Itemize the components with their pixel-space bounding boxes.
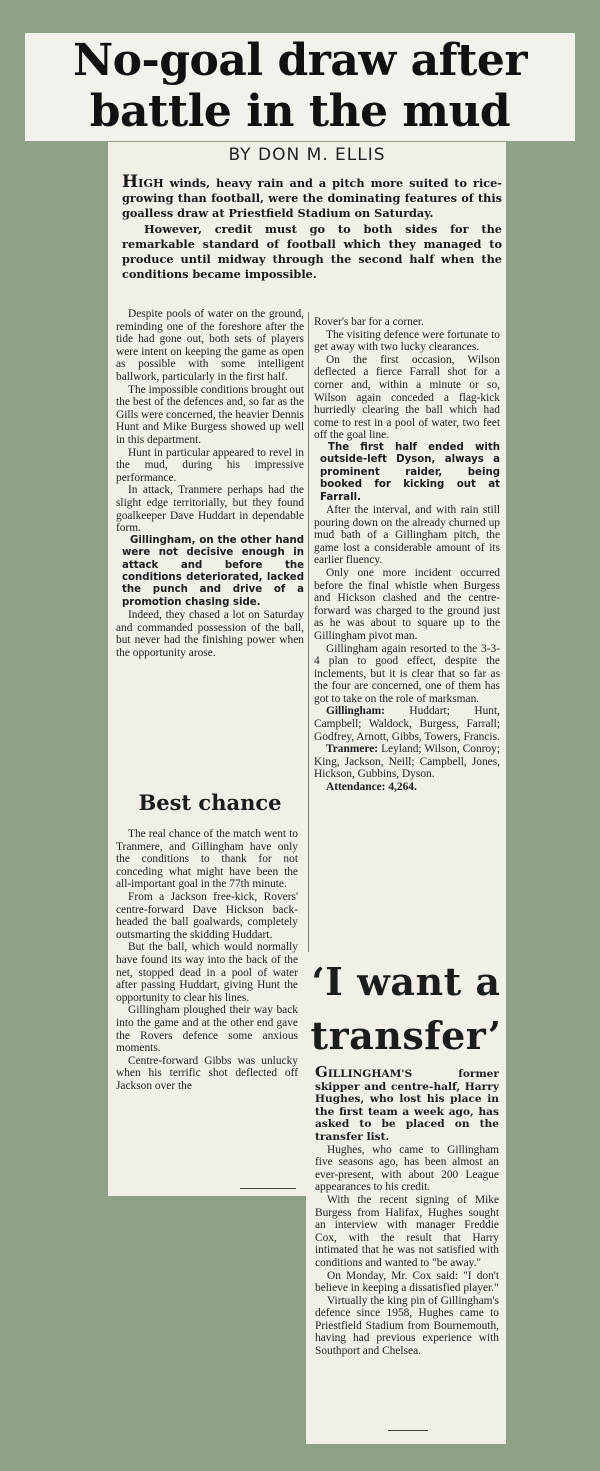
column-left	[116, 308, 304, 660]
column-divider	[308, 312, 309, 952]
paragraph: The visiting defence were fortunate to get away with two lucky clearances.	[314, 328, 500, 354]
side-end-rule	[388, 1430, 428, 1431]
side-article	[315, 1063, 499, 1358]
paragraph: With the recent signing of Mike Burgess from Halifax, Hughes sought an interview with manager Freddie Cox, with the result that Harry intimated that he was not satisfied with conditions and wanted to "be away."	[315, 1193, 499, 1269]
paragraph: Indeed, they chased a lot on Saturday and commanded possession of the ball, but never had the finishing power when the opportunity arose.	[116, 609, 304, 659]
paragraph: The real chance of the match went to Tranmere, and Gillingham have only the conditions to thank for not conceding what might have been the all-important goal in the 77th minute.	[116, 828, 298, 891]
drop-cap: H	[122, 172, 139, 192]
paragraph: But the ball, which would normally have found its way into the back of the net, stopped dead in a pool of water after passing Huddart, giving Hunt the opportunity to clear his lines.	[116, 941, 298, 1004]
paragraph: In attack, Tranmere perhaps had the slight edge territorially, but they found goalkeeper Dave Huddart in dependable form.	[116, 484, 304, 535]
drop-cap: G	[315, 1063, 328, 1081]
lead-paragraph: HIGH winds, heavy rain and a pitch more suited to rice-growing than football, were the dominating features of this goalless draw at Priestfield Stadium on Saturday.	[122, 172, 502, 221]
paragraph: Centre-forward Gibbs was unlucky when his terrific shot deflected off Jackson over the	[116, 1054, 298, 1092]
paragraph: On the first occasion, Wilson deflected a fierce Farrall shot for a corner and, within a minute or so, Wilson again conceded a flag-kick hurriedly clearing the ball which had come to rest in a pool of water, two feet off the goal line.	[314, 353, 500, 442]
paragraph: Only one more incident occurred before the final whistle when Burgess and Hickson clashed and the centre-forward was charged to the ground just as he was about to square up to the Gillingham pivot man.	[314, 566, 500, 642]
byline: BY DON M. ELLIS	[228, 145, 386, 165]
paragraph: Hunt in particular appeared to revel in the mud, during his impressive performance.	[116, 446, 304, 484]
paragraph: Gillingham ploughed their way back into the game and at the other end gave the Rovers defence some anxious moments.	[116, 1004, 298, 1055]
headline-line-1: No-goal draw after	[72, 35, 528, 86]
team-tranmere: Tranmere: Leyland; Wilson, Conroy; King, Jackson, Neill; Campbell, Jones, Hickson, Gubbins, Dyson.	[314, 743, 500, 781]
paragraph: Virtually the king pin of Gillingham's defence since 1958, Hughes came to Priestfield Stadium from Bournemouth, having had previous experience with Southport and Chelsea.	[315, 1294, 499, 1358]
headline-line-2: battle in the mud	[89, 86, 511, 137]
subheading: Best chance	[138, 790, 282, 815]
paragraph: After the interval, and with rain still pouring down on the already churned up mud bath of a Gillingham pitch, the game lost a considerable amount of its earlier fluency.	[314, 503, 500, 567]
paragraph: Rover's bar for a corner.	[314, 316, 424, 328]
team-gillingham: Gillingham: Huddart; Hunt, Campbell; Waldock, Burgess, Farrall; Godfrey, Arnott, Gibbs, Towers, Francis.	[314, 705, 500, 743]
attendance: Attendance: 4,264.	[326, 781, 417, 794]
side-headline	[310, 955, 502, 1063]
lead-paragraph: However, credit must go to both sides for the remarkable standard of football which they managed to produce until midway through the second half when the conditions became impossible.	[122, 221, 502, 282]
bold-paragraph: Gillingham, on the other hand were not decisive enough in attack and before the conditions deteriorated, lacked the punch and drive of a promotion chasing side.	[122, 534, 304, 608]
side-intro: GILLINGHAM'S former skipper and centre-half, Harry Hughes, who lost his place in the first team a week ago, has asked to be placed on the transfer list.	[315, 1063, 499, 1143]
headline	[25, 33, 575, 141]
column-middle	[314, 316, 500, 794]
paragraph: Hughes, who came to Gillingham five seasons ago, has been almost an ever-present, with about 200 League appearances to his credit.	[315, 1143, 499, 1194]
paragraph: Despite pools of water on the ground, reminding one of the foreshore after the tide had gone out, both sets of players were intent on keeping the game as open as possible with some intelligent ballwork, particularly in the first half.	[116, 308, 304, 383]
paragraph: The impossible conditions brought out the best of the defences and, so far as the Gills were concerned, the heavier Dennis Hunt and Mike Burgess showed up well in this department.	[116, 383, 304, 446]
bold-paragraph: The first half ended with outside-left Dyson, always a prominent raider, being booked for kicking out at Farrall.	[320, 441, 500, 503]
column-left-lower	[116, 828, 298, 1092]
paragraph: On Monday, Mr. Cox said: "I don't believe in keeping a dissatisfied player."	[315, 1269, 499, 1295]
paragraph: From a Jackson free-kick, Rovers' centre-forward Dave Hickson back-headed the ball goalwards, completely outsmarting the skidding Huddart.	[116, 890, 298, 941]
end-rule	[240, 1188, 296, 1189]
lead-paragraphs	[122, 172, 502, 282]
side-headline-line-2: transfer’	[310, 1013, 502, 1058]
side-headline-line-1: ‘I want a	[311, 959, 501, 1004]
paragraph: Gillingham again resorted to the 3-3-4 plan to good effect, despite the inclements, but it is clear that so far as the four are concerned, one of them has got to take on the role of marksman.	[314, 642, 500, 705]
